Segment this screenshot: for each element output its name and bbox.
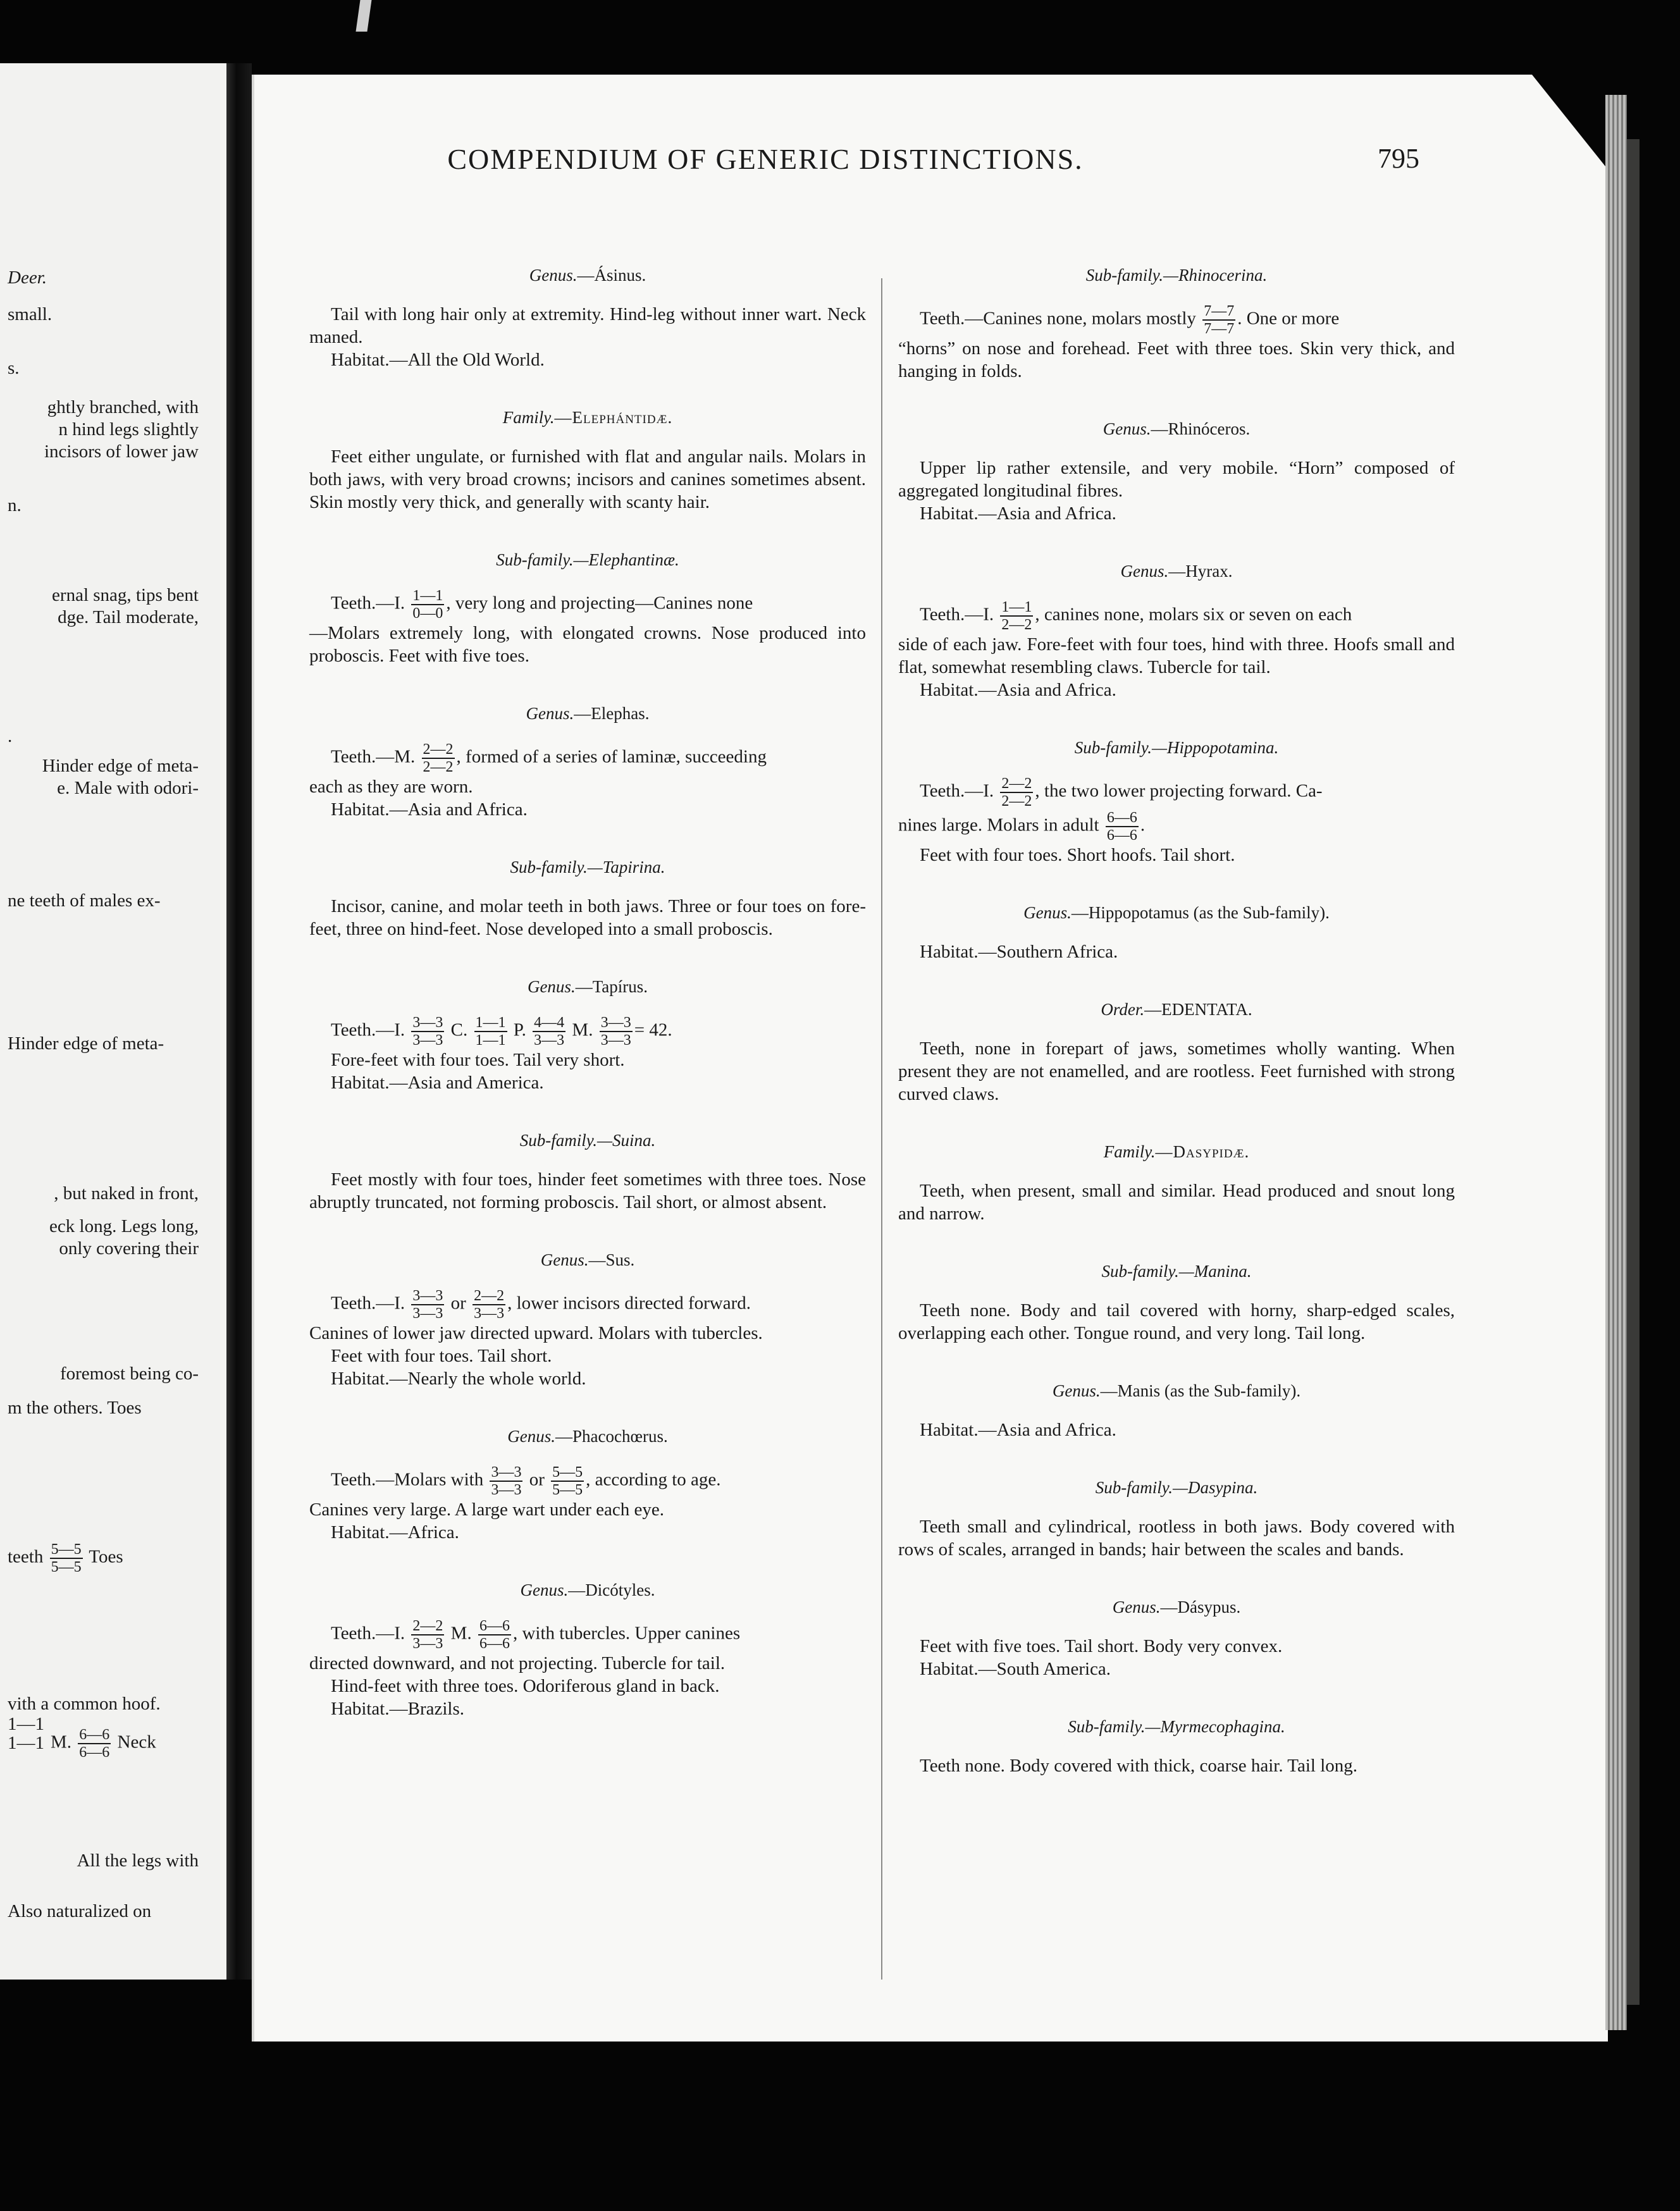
fragment-line — [8, 359, 20, 378]
fraction — [411, 1618, 444, 1652]
formula-suffix: = 42. — [634, 1019, 672, 1040]
taxon-entry — [309, 704, 866, 821]
taxon-name: —Elephántidæ. — [554, 408, 673, 427]
fraction-numerator: 1—1 — [1001, 599, 1032, 615]
dental-formula — [309, 1464, 866, 1498]
fragment-line — [8, 305, 52, 324]
fragment-text: teeth — [8, 1546, 44, 1567]
taxon-heading — [898, 1598, 1455, 1617]
fraction-denominator: 3—3 — [600, 1032, 631, 1049]
taxon-entry — [309, 266, 866, 371]
taxon-entry — [309, 1580, 866, 1720]
taxon-heading — [309, 704, 866, 724]
habitat-line: Habitat.—Africa. — [331, 1522, 459, 1543]
dental-formula — [898, 303, 1455, 337]
taxon-heading — [898, 1000, 1455, 1019]
taxon-heading — [898, 419, 1455, 439]
taxon-entry — [898, 1381, 1455, 1441]
fraction — [490, 1464, 522, 1498]
habitat-line: Habitat.—Asia and Africa. — [920, 680, 1116, 700]
habitat-line: Fore-feet with four toes. Tail very short. — [331, 1050, 625, 1070]
fragment-line — [49, 1217, 199, 1236]
description-text: —Molars extremely long, with elongated crowns. Nose produced into proboscis. Feet with five toes. — [309, 623, 866, 666]
formula-suffix: . — [1140, 815, 1146, 835]
fraction — [474, 1014, 507, 1049]
fraction-numerator: 3—3 — [600, 1014, 631, 1031]
fragment-line — [8, 1399, 142, 1417]
taxon-rank: Order. — [1101, 1000, 1145, 1019]
fraction — [411, 1014, 444, 1049]
habitat-line: Habitat.—Nearly the whole world. — [331, 1369, 586, 1389]
fragment-line — [44, 443, 199, 461]
fraction-numerator: 3—3 — [491, 1464, 522, 1481]
description-text: Canines very large. A large wart under each eye. — [309, 1500, 664, 1520]
fragment-text: ghtly branched, with — [47, 397, 199, 417]
page-shadow — [1627, 139, 1640, 2005]
fraction — [478, 1618, 511, 1652]
formula-prefix: Teeth.—I. — [920, 780, 999, 801]
fragment-text: Hinder edge of meta- — [8, 1033, 164, 1054]
taxon-heading — [898, 562, 1455, 581]
fraction — [1000, 775, 1033, 810]
formula-suffix: , the two lower projecting forward. Ca- — [1035, 780, 1323, 801]
taxon-entry — [898, 1142, 1455, 1225]
fraction-numerator: 2—2 — [1001, 775, 1032, 792]
taxon-entry — [898, 903, 1455, 963]
taxon-rank: Sub-family.—Myrmecophagina. — [1068, 1717, 1285, 1736]
taxon-name: —Hippopotamus (as the Sub-family). — [1071, 903, 1330, 922]
fragment-line — [47, 398, 199, 417]
taxon-rank: Sub-family.—Hippopotamina. — [1074, 738, 1279, 757]
taxon-entry — [898, 1598, 1455, 1680]
taxon-rank: Sub-family.—Manina. — [1101, 1262, 1252, 1281]
book-gutter — [226, 63, 252, 1980]
fragment-text: , but naked in front, — [54, 1183, 199, 1204]
fragment-line — [77, 1852, 199, 1870]
fragment-text: 1—1 — [8, 1733, 44, 1753]
fragment-text: M. — [51, 1732, 72, 1752]
taxon-entry — [309, 550, 866, 667]
habitat-line: Habitat.—Brazils. — [331, 1699, 465, 1719]
fraction-denominator: 1—1 — [475, 1032, 506, 1049]
taxon-name: —Tapírus. — [575, 977, 648, 996]
fragment-text: 1—1 — [8, 1714, 44, 1734]
fraction-numerator: 3—3 — [412, 1014, 443, 1031]
fragment-text: Also naturalized on — [8, 1901, 152, 1921]
fraction-numerator: 1—1 — [412, 588, 443, 604]
taxon-rank: Genus. — [1023, 903, 1072, 922]
taxon-rank: Genus. — [1112, 1598, 1161, 1617]
dental-formula — [898, 775, 1455, 810]
taxon-heading — [898, 1381, 1455, 1401]
formula-suffix: , according to age. — [586, 1469, 721, 1490]
fraction — [78, 1727, 111, 1761]
fraction — [600, 1014, 633, 1049]
description-text: Incisor, canine, and molar teeth in both jaws. Three or four toes on fore-feet, three on hind-feet. Nose developed into a small proboscis. — [309, 896, 866, 939]
formula-prefix: Teeth.—Canines none, molars mostly — [920, 308, 1201, 329]
fraction-numerator: 4—4 — [534, 1014, 565, 1031]
fraction-numerator: 3—3 — [412, 1288, 443, 1304]
taxon-entry — [898, 266, 1455, 383]
fraction-numerator: 7—7 — [1204, 303, 1235, 319]
description-text: each as they are worn. — [309, 777, 473, 797]
fragment-text: All the legs with — [77, 1851, 199, 1871]
habitat-line: Feet with five toes. Tail short. Body very convex. — [920, 1636, 1283, 1656]
fraction-denominator: 3—3 — [491, 1482, 522, 1498]
fraction-numerator: 2—2 — [423, 741, 454, 758]
taxon-heading — [898, 266, 1455, 285]
taxon-heading — [898, 1478, 1455, 1498]
habitat-line: Habitat.—Southern Africa. — [920, 942, 1118, 962]
fraction — [472, 1288, 505, 1322]
description-text: Teeth, when present, small and similar. Head produced and snout long and narrow. — [898, 1181, 1455, 1224]
taxon-heading — [309, 858, 866, 877]
formula-label: M. — [567, 1019, 598, 1040]
fraction-denominator: 3—3 — [412, 1032, 443, 1049]
taxon-entry — [309, 408, 866, 514]
taxon-entry — [309, 858, 866, 940]
formula-prefix: Teeth.—I. — [331, 593, 410, 613]
taxon-rank: Genus. — [529, 266, 578, 285]
taxon-heading — [898, 1262, 1455, 1281]
taxon-name: —Dásypus. — [1160, 1598, 1241, 1617]
fraction-numerator: 6—6 — [479, 1618, 510, 1634]
fraction-denominator: 3—3 — [412, 1305, 443, 1322]
description-text: Canines of lower jaw directed upward. Molars with tubercles. — [309, 1323, 763, 1343]
fraction-denominator: 5—5 — [552, 1482, 583, 1498]
fraction — [1202, 303, 1235, 337]
fraction-denominator: 5—5 — [51, 1559, 82, 1575]
fraction-numerator: 2—2 — [412, 1618, 443, 1634]
formula-suffix: , lower incisors directed forward. — [507, 1293, 751, 1314]
taxon-rank: Genus. — [1052, 1381, 1101, 1400]
fragment-text: incisors of lower jaw — [44, 441, 199, 462]
dental-formula — [309, 588, 866, 622]
formula-label: or — [524, 1469, 550, 1490]
habitat-line: Feet with four toes. Tail short. — [331, 1346, 552, 1366]
taxon-entry — [898, 1717, 1455, 1777]
fragment-text: ne teeth of males ex- — [8, 890, 161, 911]
fragment-text: n hind legs slightly — [58, 419, 199, 440]
page-corner-fold — [1532, 75, 1608, 169]
fragment-text: n. — [8, 495, 22, 515]
formula-prefix: Teeth.—I. — [331, 1623, 410, 1644]
dental-formula — [309, 1014, 866, 1049]
dental-formula — [309, 741, 866, 775]
taxon-name: —Manis (as the Sub-family). — [1100, 1381, 1301, 1400]
formula-label: M. — [446, 1623, 476, 1644]
taxon-heading — [309, 1580, 866, 1600]
fragment-text: Toes — [84, 1546, 123, 1567]
formula-suffix: , with tubercles. Upper canines — [512, 1623, 741, 1644]
taxon-name: —Dicótyles. — [568, 1580, 655, 1599]
binding-notch — [355, 0, 371, 32]
fraction-numerator: 5—5 — [51, 1541, 82, 1558]
dental-formula — [898, 599, 1455, 633]
fraction-numerator: 6—6 — [1106, 810, 1137, 826]
taxon-heading — [309, 1131, 866, 1150]
taxon-rank: Genus. — [526, 704, 574, 723]
description-text: Feet mostly with four toes, hinder feet sometimes with three toes. Nose abruptly truncated, not forming proboscis. Tail short, or almost absent. — [309, 1169, 866, 1212]
fragment-line — [8, 496, 22, 515]
fragment-text: foremost being co- — [59, 1364, 199, 1384]
fragment-line — [8, 1734, 44, 1752]
description-text: side of each jaw. Fore-feet with four toes, hind with three. Hoofs small and flat, somewhat resembling claws. Tubercle for tail. — [898, 634, 1455, 677]
taxon-rank: Genus. — [1120, 562, 1169, 581]
formula-label: or — [446, 1293, 471, 1314]
fraction-numerator: 6—6 — [79, 1727, 110, 1743]
formula-prefix: Teeth.—I. — [331, 1019, 410, 1040]
taxon-entry — [309, 1427, 866, 1544]
taxon-heading — [898, 738, 1455, 758]
fraction — [1106, 810, 1139, 844]
fraction-numerator: 2—2 — [474, 1288, 505, 1304]
description-text: Feet either ungulate, or furnished with flat and angular nails. Molars in both jaws, with very broad crowns; incisors and canines sometimes absent. Skin mostly very thick, and generally with scanty hair. — [309, 447, 866, 512]
fragment-line — [54, 1185, 199, 1203]
fraction — [533, 1014, 565, 1049]
taxon-rank: Sub-family.—Dasypina. — [1095, 1478, 1258, 1497]
fragment-line — [8, 727, 12, 746]
fragment-line — [52, 586, 199, 605]
fraction-denominator: 2—2 — [1001, 617, 1032, 633]
description-text: Teeth none. Body covered with thick, coarse hair. Tail long. — [920, 1756, 1358, 1776]
fragment-line — [51, 1727, 156, 1761]
habitat-line: Habitat.—Asia and America. — [331, 1073, 544, 1093]
fraction-denominator: 3—3 — [534, 1032, 565, 1049]
fragment-text: vith a common hoof. — [8, 1694, 161, 1714]
taxon-name: —Hyrax. — [1168, 562, 1233, 581]
taxon-name: —Elephas. — [574, 704, 650, 723]
running-head: COMPENDIUM OF GENERIC DISTINCTIONS. — [447, 143, 1084, 175]
fraction — [411, 588, 444, 622]
taxon-heading — [898, 903, 1455, 923]
page-number: 795 — [1378, 143, 1419, 174]
habitat-line: Habitat.—Asia and Africa. — [331, 799, 528, 820]
taxon-rank: Sub-family.—Suina. — [519, 1131, 656, 1150]
formula-label: P. — [509, 1019, 531, 1040]
taxon-entry — [898, 1478, 1455, 1561]
fraction-numerator: 1—1 — [475, 1014, 506, 1031]
fraction-denominator: 6—6 — [1106, 827, 1137, 844]
fragment-text: dge. Tail moderate, — [58, 607, 199, 627]
description-text: Teeth, none in forepart of jaws, sometimes wholly wanting. When present they are not enamelled, and are rootless. Feet furnished with strong curved claws. — [898, 1038, 1455, 1104]
fraction — [50, 1541, 83, 1575]
taxon-name: —Rhinóceros. — [1151, 419, 1251, 438]
fragment-line — [8, 892, 161, 910]
taxon-heading — [309, 1427, 866, 1446]
description-text: Upper lip rather extensile, and very mobile. “Horn” composed of aggregated longitudinal fibres. — [898, 458, 1455, 501]
habitat-line: Hind-feet with three toes. Odoriferous gland in back. — [331, 1676, 720, 1696]
formula-prefix: Teeth.—I. — [331, 1293, 410, 1314]
formula-prefix: nines large. Molars in adult — [898, 815, 1104, 835]
fragment-text: s. — [8, 358, 20, 378]
fraction-denominator: 6—6 — [479, 1635, 510, 1652]
fraction-numerator: 5—5 — [552, 1464, 583, 1481]
taxon-heading — [898, 1717, 1455, 1737]
description-text: Tail with long hair only at extremity. Hind-leg without inner wart. Neck maned. — [309, 304, 866, 347]
formula-prefix: Teeth.—M. — [331, 746, 420, 767]
fragment-text: ernal snag, tips bent — [52, 585, 199, 605]
fraction — [411, 1288, 444, 1322]
fragment-text: only covering their — [59, 1238, 199, 1259]
formula-suffix: , very long and projecting—Canines none — [446, 593, 753, 613]
fragment-text: . — [8, 726, 13, 746]
fragment-line — [8, 1902, 151, 1921]
fragment-text: Hinder edge of meta- — [42, 756, 199, 776]
formula-suffix: , canines none, molars six or seven on each — [1035, 604, 1352, 625]
taxon-heading — [309, 408, 866, 428]
taxon-rank: Sub-family.—Tapirina. — [510, 858, 665, 877]
fragment-line — [8, 1695, 161, 1713]
fragment-line — [8, 269, 47, 287]
taxon-entry — [898, 738, 1455, 866]
fragment-text: small. — [8, 304, 52, 324]
fragment-line — [57, 779, 199, 798]
formula-suffix: . One or more — [1237, 308, 1340, 329]
habitat-line: Feet with four toes. Short hoofs. Tail short. — [920, 845, 1235, 865]
formula-prefix: Teeth.—Molars with — [331, 1469, 488, 1490]
taxon-heading — [309, 550, 866, 570]
taxon-heading — [309, 266, 866, 285]
taxon-rank: Genus. — [507, 1427, 556, 1446]
taxon-rank: Sub-family.—Elephantinæ. — [496, 550, 679, 569]
fragment-line — [58, 608, 199, 627]
column-rule — [881, 278, 882, 1980]
taxon-rank: Family. — [502, 408, 555, 427]
description-text: Teeth none. Body and tail covered with horny, sharp-edged scales, overlapping each other. Tongue round, and very long. Tail long. — [898, 1300, 1455, 1343]
fragment-line — [58, 421, 199, 439]
habitat-line: Habitat.—Asia and Africa. — [920, 503, 1116, 524]
taxon-rank: Genus. — [520, 1580, 569, 1599]
taxon-rank: Family. — [1103, 1142, 1156, 1161]
fraction — [551, 1464, 584, 1498]
habitat-line: Habitat.—All the Old World. — [331, 350, 545, 370]
fraction-denominator: 2—2 — [423, 759, 454, 775]
previous-page-fragment — [0, 63, 226, 1980]
taxon-name: —Phacochœrus. — [555, 1427, 668, 1446]
left-column — [309, 266, 866, 1757]
taxon-rank: Sub-family.—Rhinocerina. — [1085, 266, 1268, 285]
fragment-line — [8, 1715, 44, 1734]
dental-formula — [309, 1288, 866, 1322]
taxon-rank: Genus. — [1102, 419, 1151, 438]
fraction-denominator: 3—3 — [474, 1305, 505, 1322]
taxon-entry — [898, 419, 1455, 525]
formula-suffix: , formed of a series of laminæ, succeeding — [456, 746, 767, 767]
taxon-name: —EDENTATA. — [1144, 1000, 1252, 1019]
fraction-denominator: 2—2 — [1001, 793, 1032, 810]
fragment-line — [60, 1365, 199, 1383]
taxon-name: —Sus. — [588, 1250, 635, 1269]
taxon-entry — [309, 1131, 866, 1214]
fraction-denominator: 0—0 — [412, 605, 443, 622]
fragment-text: eck long. Legs long, — [49, 1216, 199, 1236]
taxon-entry — [898, 1000, 1455, 1106]
fragment-text: Neck — [113, 1732, 156, 1752]
description-text: “horns” on nose and forehead. Feet with three toes. Skin very thick, and hanging in folds. — [898, 338, 1455, 381]
page-edges — [1605, 95, 1627, 2030]
fragment-line — [8, 1541, 123, 1575]
formula-label: C. — [446, 1019, 472, 1040]
fragment-line — [8, 1035, 164, 1053]
fragment-text: Deer. — [8, 268, 47, 288]
description-text: directed downward, and not projecting. Tubercle for tail. — [309, 1653, 726, 1673]
taxon-heading — [309, 1250, 866, 1270]
fragment-text: e. Male with odori- — [57, 778, 199, 798]
fragment-line — [42, 757, 199, 775]
dental-formula — [309, 1618, 866, 1652]
taxon-name: —Dasypidæ. — [1155, 1142, 1250, 1161]
right-column — [898, 266, 1455, 1814]
fragment-text: m the others. Toes — [8, 1398, 142, 1418]
fraction — [422, 741, 455, 775]
taxon-rank: Genus. — [540, 1250, 589, 1269]
fraction — [1000, 599, 1033, 633]
taxon-entry — [898, 1262, 1455, 1345]
fragment-line — [59, 1240, 199, 1258]
taxon-heading — [309, 977, 866, 997]
dental-formula — [898, 810, 1455, 844]
taxon-rank: Genus. — [527, 977, 576, 996]
taxon-entry — [898, 562, 1455, 701]
taxon-entry — [309, 1250, 866, 1390]
habitat-line: Habitat.—Asia and Africa. — [920, 1420, 1116, 1440]
formula-prefix: Teeth.—I. — [920, 604, 999, 625]
fraction-denominator: 3—3 — [412, 1635, 443, 1652]
taxon-entry — [309, 977, 866, 1094]
description-text: Teeth small and cylindrical, rootless in both jaws. Body covered with rows of scales, arranged in bands; hair between the scales and bands. — [898, 1517, 1455, 1560]
habitat-line: Habitat.—South America. — [920, 1659, 1111, 1679]
taxon-name: —Ásinus. — [577, 266, 646, 285]
fraction-denominator: 7—7 — [1204, 321, 1235, 337]
fraction-denominator: 6—6 — [79, 1744, 110, 1761]
taxon-heading — [898, 1142, 1455, 1162]
